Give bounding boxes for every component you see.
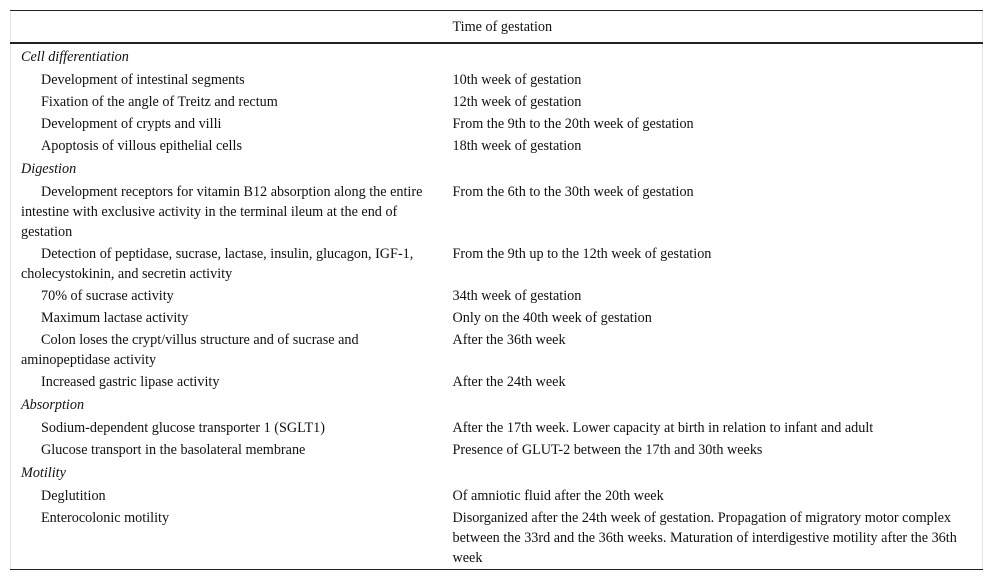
row-value: From the 9th up to the 12th week of gestation bbox=[452, 246, 712, 262]
table-row bbox=[11, 417, 983, 439]
gestation-table bbox=[10, 10, 983, 570]
section-row bbox=[11, 43, 983, 69]
section-row bbox=[11, 393, 983, 417]
row-value: Presence of GLUT-2 between the 17th and 30th weeks bbox=[452, 442, 763, 458]
row-value: 18th week of gestation bbox=[452, 138, 582, 154]
header-col1 bbox=[11, 11, 443, 44]
row-label: Development receptors for vitamin B12 absorption along the entire intestine with exclusive activity in the terminal ileum at the end of gestation bbox=[21, 184, 423, 240]
table-row bbox=[11, 135, 983, 157]
table-row bbox=[11, 307, 983, 329]
row-value: From the 9th to the 20th week of gestation bbox=[452, 116, 694, 132]
header-row bbox=[11, 11, 983, 44]
section-row bbox=[11, 157, 983, 181]
row-value: Of amniotic fluid after the 20th week bbox=[452, 488, 664, 504]
table-row bbox=[11, 329, 983, 371]
table-row bbox=[11, 371, 983, 393]
row-label: Fixation of the angle of Treitz and rectum bbox=[41, 94, 278, 110]
section-title-absorption: Absorption bbox=[21, 397, 85, 413]
table-row bbox=[11, 91, 983, 113]
row-label: Enterocolonic motility bbox=[11, 507, 443, 570]
row-label: Colon loses the crypt/villus structure and of sucrase and aminopeptidase activity bbox=[21, 332, 359, 368]
row-value: Only on the 40th week of gestation bbox=[452, 310, 652, 326]
row-value: After the 24th week bbox=[452, 374, 566, 390]
row-value: Disorganized after the 24th week of gestation. Propagation of migratory motor complex between the 33rd and the 36th weeks. Maturation of interdigestive motility after the 36th week bbox=[443, 507, 983, 570]
table-row bbox=[11, 181, 983, 243]
section-title-digestion: Digestion bbox=[21, 161, 77, 177]
row-label: Increased gastric lipase activity bbox=[41, 374, 220, 390]
row-value: From the 6th to the 30th week of gestation bbox=[452, 184, 694, 200]
table-row bbox=[11, 439, 983, 461]
row-label: Development of crypts and villi bbox=[41, 116, 222, 132]
table-row bbox=[11, 485, 983, 507]
table-row bbox=[11, 507, 983, 570]
row-label: 70% of sucrase activity bbox=[41, 288, 174, 304]
row-label: Sodium-dependent glucose transporter 1 (SGLT1) bbox=[41, 420, 325, 436]
table-row bbox=[11, 113, 983, 135]
section-title-cell-differentiation: Cell differentiation bbox=[21, 49, 129, 65]
row-label: Maximum lactase activity bbox=[41, 310, 189, 326]
row-value: After the 17th week. Lower capacity at birth in relation to infant and adult bbox=[452, 420, 874, 436]
row-label: Deglutition bbox=[41, 488, 106, 504]
row-value: 10th week of gestation bbox=[452, 72, 582, 88]
table-row bbox=[11, 69, 983, 91]
header-time-of-gestation: Time of gestation bbox=[443, 11, 983, 44]
row-value: After the 36th week bbox=[452, 332, 566, 348]
row-label: Apoptosis of villous epithelial cells bbox=[41, 138, 242, 154]
row-label: Development of intestinal segments bbox=[41, 72, 245, 88]
row-label: Detection of peptidase, sucrase, lactase, insulin, glucagon, IGF-1, cholecystokinin, and secretin activity bbox=[21, 246, 414, 282]
row-value: 12th week of gestation bbox=[452, 94, 582, 110]
table-row bbox=[11, 285, 983, 307]
table-row bbox=[11, 243, 983, 285]
section-row bbox=[11, 461, 983, 485]
row-label: Glucose transport in the basolateral membrane bbox=[41, 442, 306, 458]
row-value: 34th week of gestation bbox=[452, 288, 582, 304]
section-title-motility: Motility bbox=[21, 465, 66, 481]
gestation-table-container bbox=[10, 10, 982, 570]
